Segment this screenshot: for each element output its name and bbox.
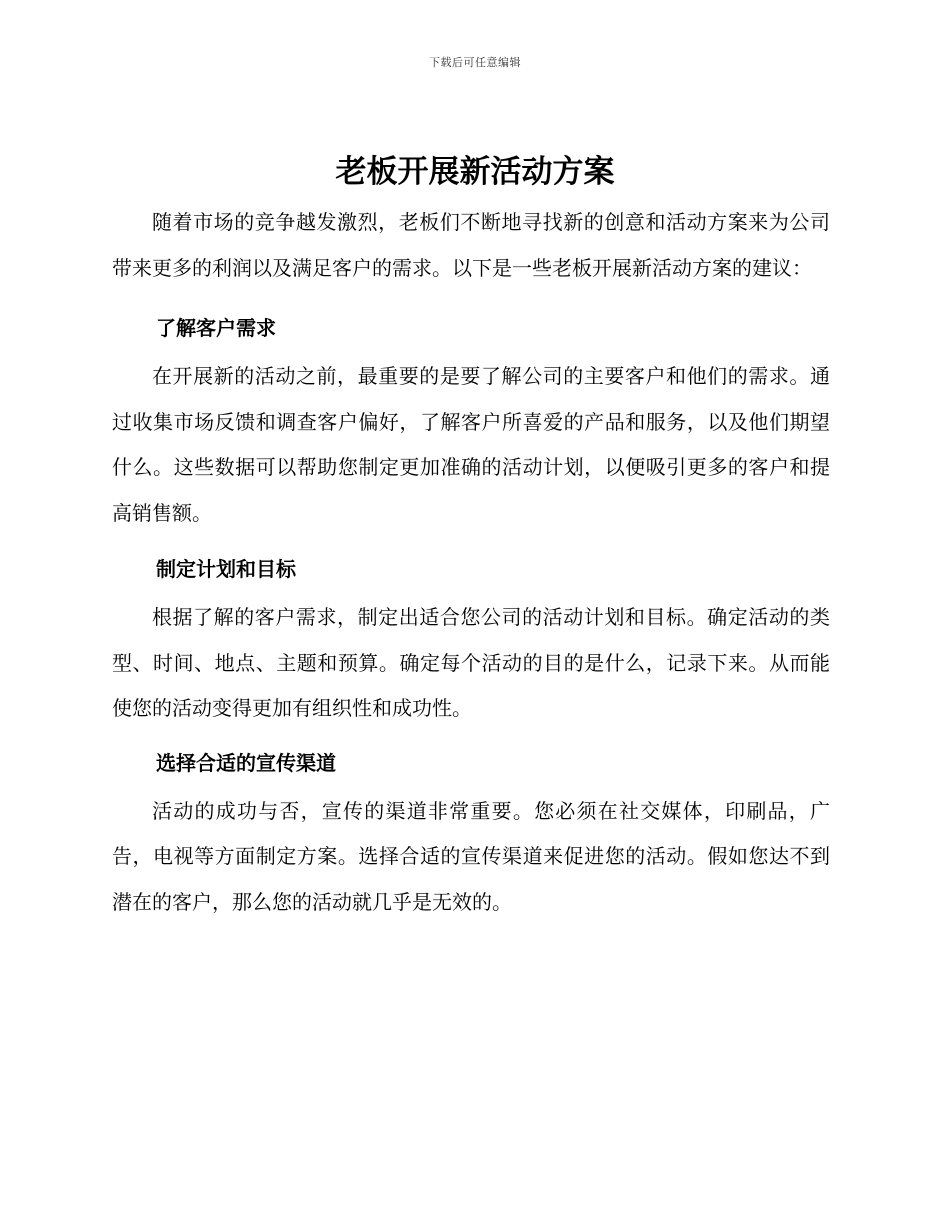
section-heading-plans-and-goals: 制定计划和目标 [156,557,296,581]
section-body-promotion-channels: 活动的成功与否，宣传的渠道非常重要。您必须在社交媒体，印刷品，广告，电视等方面制定方案。选择合适的宣传渠道来促进您的活动。假如您达不到潜在的客户，那么您的活动就几乎是无效的。 [112,798,830,914]
document-body [112,200,830,925]
section-body-plans-and-goals: 根据了解的客户需求，制定出适合您公司的活动计划和目标。确定活动的类型、时间、地点、主题和预算。确定每个活动的目的是什么，记录下来。从而能使您的活动变得更加有组织性和成功性。 [112,605,830,720]
header-note: 下载后可任意编辑 [429,56,521,69]
section-heading-promotion-channels: 选择合适的宣传渠道 [156,750,336,775]
document-title: 老板开展新活动方案 [335,154,615,190]
section-heading-understand-customer-needs: 了解客户需求 [156,316,276,340]
intro-paragraph: 随着市场的竞争越发激烈，老板们不断地寻找新的创意和活动方案来为公司带来更多的利润以及满足客户的需求。以下是一些老板开展新活动方案的建议： [112,210,830,280]
section-body-understand-customer-needs: 在开展新的活动之前，最重要的是要了解公司的主要客户和他们的需求。通过收集市场反馈和调查客户偏好，了解客户所喜爱的产品和服务，以及他们期望什么。这些数据可以帮助您制定更加准确的活动计划，以便吸引更多的客户和提高销售额。 [112,364,830,525]
